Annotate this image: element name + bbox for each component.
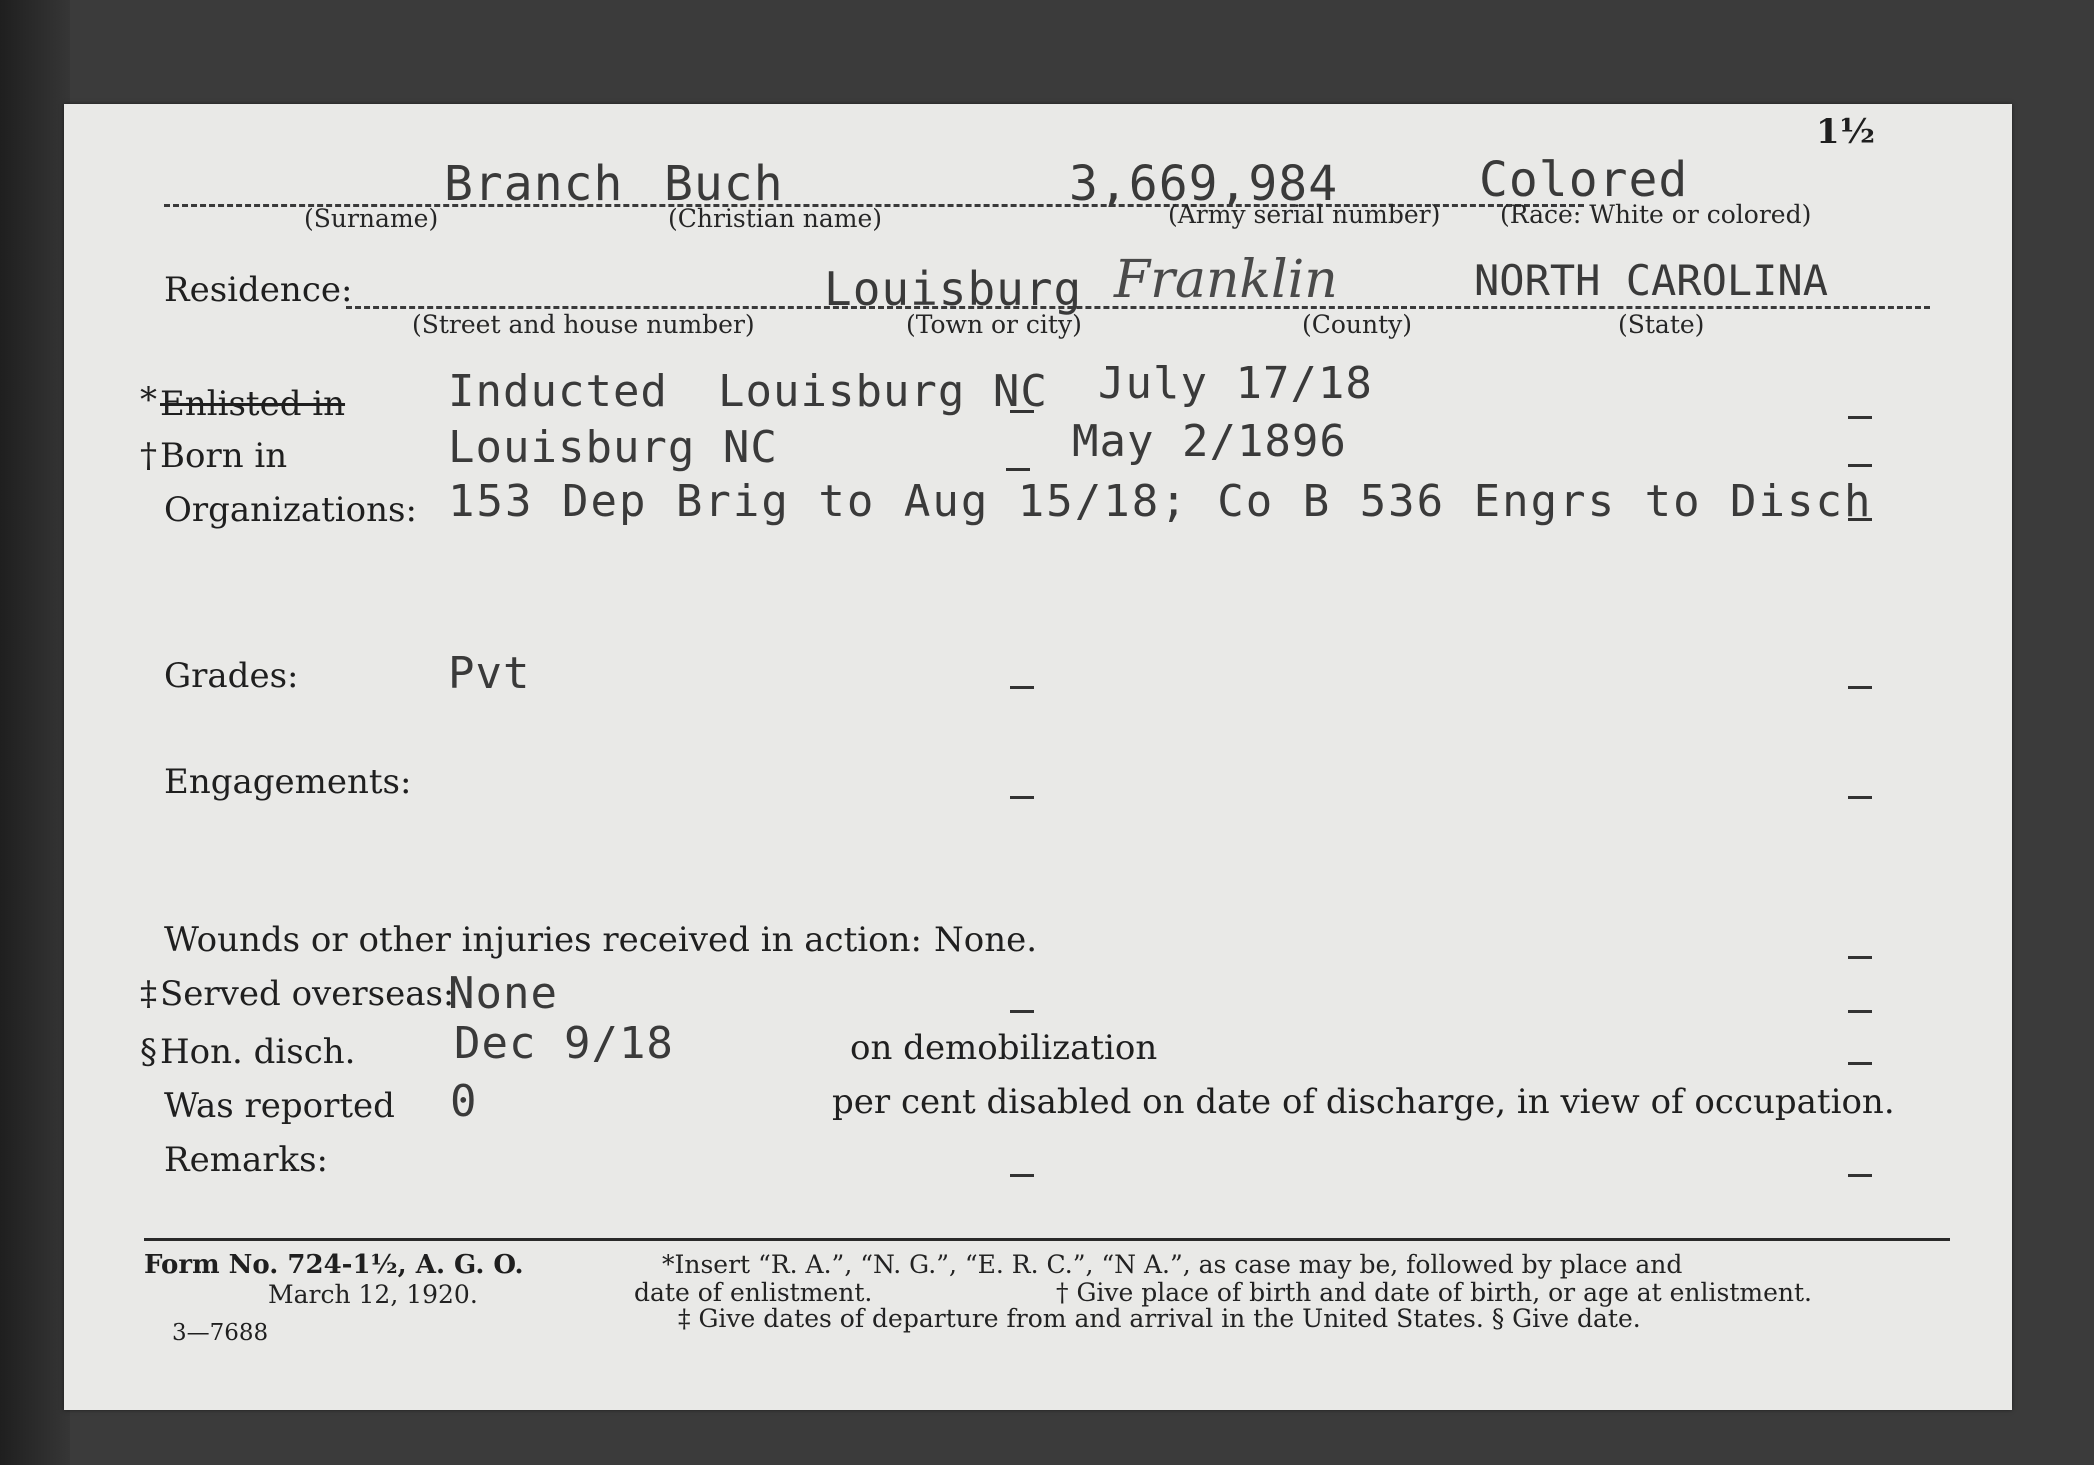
- residence-label: Residence:: [164, 270, 353, 310]
- margin-dash: [1848, 1174, 1872, 1177]
- center-dash: [1010, 796, 1034, 799]
- margin-dash: [1848, 956, 1872, 959]
- street-caption: (Street and house number): [412, 310, 755, 339]
- race-value: Colored: [1479, 152, 1689, 208]
- hon-disch-label: Hon. disch.: [160, 1032, 356, 1072]
- enlisted-label: Enlisted in: [160, 384, 346, 424]
- margin-dash: [1848, 1010, 1872, 1013]
- residence-county-value: Franklin: [1114, 250, 1338, 310]
- residence-town-value: Louisburg: [824, 262, 1083, 316]
- surname-value: Branch: [444, 156, 624, 212]
- percent-disabled-text: per cent disabled on date of discharge, in view of occupation.: [832, 1082, 1895, 1122]
- margin-dash: [1848, 416, 1872, 419]
- footer-rule: [144, 1238, 1950, 1241]
- was-reported-label: Was reported: [164, 1086, 395, 1126]
- margin-dash: [1848, 796, 1872, 799]
- hon-disch-date-value: Dec 9/18: [454, 1018, 674, 1069]
- born-date-value: May 2/1896: [1072, 416, 1347, 467]
- christian-name-caption: (Christian name): [668, 204, 883, 233]
- footnote-line-2b: † Give place of birth and date of birth, or age at enlistment.: [1056, 1278, 1812, 1307]
- margin-dash: [1848, 1062, 1872, 1065]
- margin-dash: [1848, 686, 1872, 689]
- center-dash: [1010, 1010, 1034, 1013]
- enlisted-date-value: July 17/18: [1098, 358, 1373, 409]
- residence-line: [346, 306, 1930, 309]
- christian-name-value: Buch: [664, 156, 784, 212]
- grades-value: Pvt: [448, 648, 531, 699]
- overseas-mark: ‡: [140, 974, 157, 1014]
- was-reported-value: 0: [450, 1076, 478, 1127]
- print-code: 3—7688: [172, 1320, 269, 1346]
- wounds-value: None.: [934, 920, 1038, 960]
- residence-state-value: NORTH CAROLINA: [1474, 256, 1829, 305]
- served-overseas-value: None: [448, 968, 558, 1019]
- organizations-label: Organizations:: [164, 490, 417, 530]
- enlisted-mark: *: [140, 380, 157, 420]
- scan-border: [0, 0, 70, 1465]
- wounds-label: Wounds or other injuries received in action:: [164, 920, 922, 960]
- engagements-label: Engagements:: [164, 762, 412, 802]
- form-date: March 12, 1920.: [268, 1280, 478, 1309]
- serial-number-value: 3,669,984: [1069, 156, 1339, 212]
- margin-dash: [1848, 464, 1872, 467]
- enlisted-type-value: Inducted: [448, 366, 668, 417]
- center-dash: [1010, 686, 1034, 689]
- remarks-label: Remarks:: [164, 1140, 328, 1180]
- footnote-line-3: ‡ Give dates of departure from and arrival in the United States. § Give date.: [678, 1304, 1641, 1333]
- footnote-line-1: *Insert “R. A.”, “N. G.”, “E. R. C.”, “N A.”, as case may be, followed by place and: [662, 1250, 1683, 1279]
- center-dash: [1006, 468, 1030, 471]
- margin-dash: [1848, 518, 1872, 521]
- town-caption: (Town or city): [906, 310, 1082, 339]
- organizations-value: 153 Dep Brig to Aug 15/18; Co B 536 Engrs to Disch: [448, 476, 1873, 527]
- card-number: 1½: [1816, 112, 1876, 152]
- on-demobilization-text: on demobilization: [850, 1028, 1158, 1068]
- grades-label: Grades:: [164, 656, 299, 696]
- surname-caption: (Surname): [304, 204, 439, 233]
- service-record-card: [64, 104, 2012, 1410]
- served-overseas-label: Served overseas:: [160, 974, 455, 1014]
- form-number: Form No. 724-1½, A. G. O.: [144, 1250, 524, 1280]
- county-caption: (County): [1302, 310, 1413, 339]
- serial-caption: (Army serial number): [1168, 200, 1441, 229]
- center-dash: [1010, 410, 1034, 413]
- race-caption: (Race: White or colored): [1500, 200, 1812, 229]
- footnote-line-2a: date of enlistment.: [634, 1278, 873, 1307]
- born-place-value: Louisburg NC: [448, 422, 778, 473]
- born-mark: †: [140, 436, 157, 476]
- enlisted-place-value: Louisburg NC: [718, 366, 1048, 417]
- state-caption: (State): [1618, 310, 1705, 339]
- hon-disch-mark: §: [140, 1032, 157, 1072]
- center-dash: [1010, 1174, 1034, 1177]
- born-label: Born in: [160, 436, 288, 476]
